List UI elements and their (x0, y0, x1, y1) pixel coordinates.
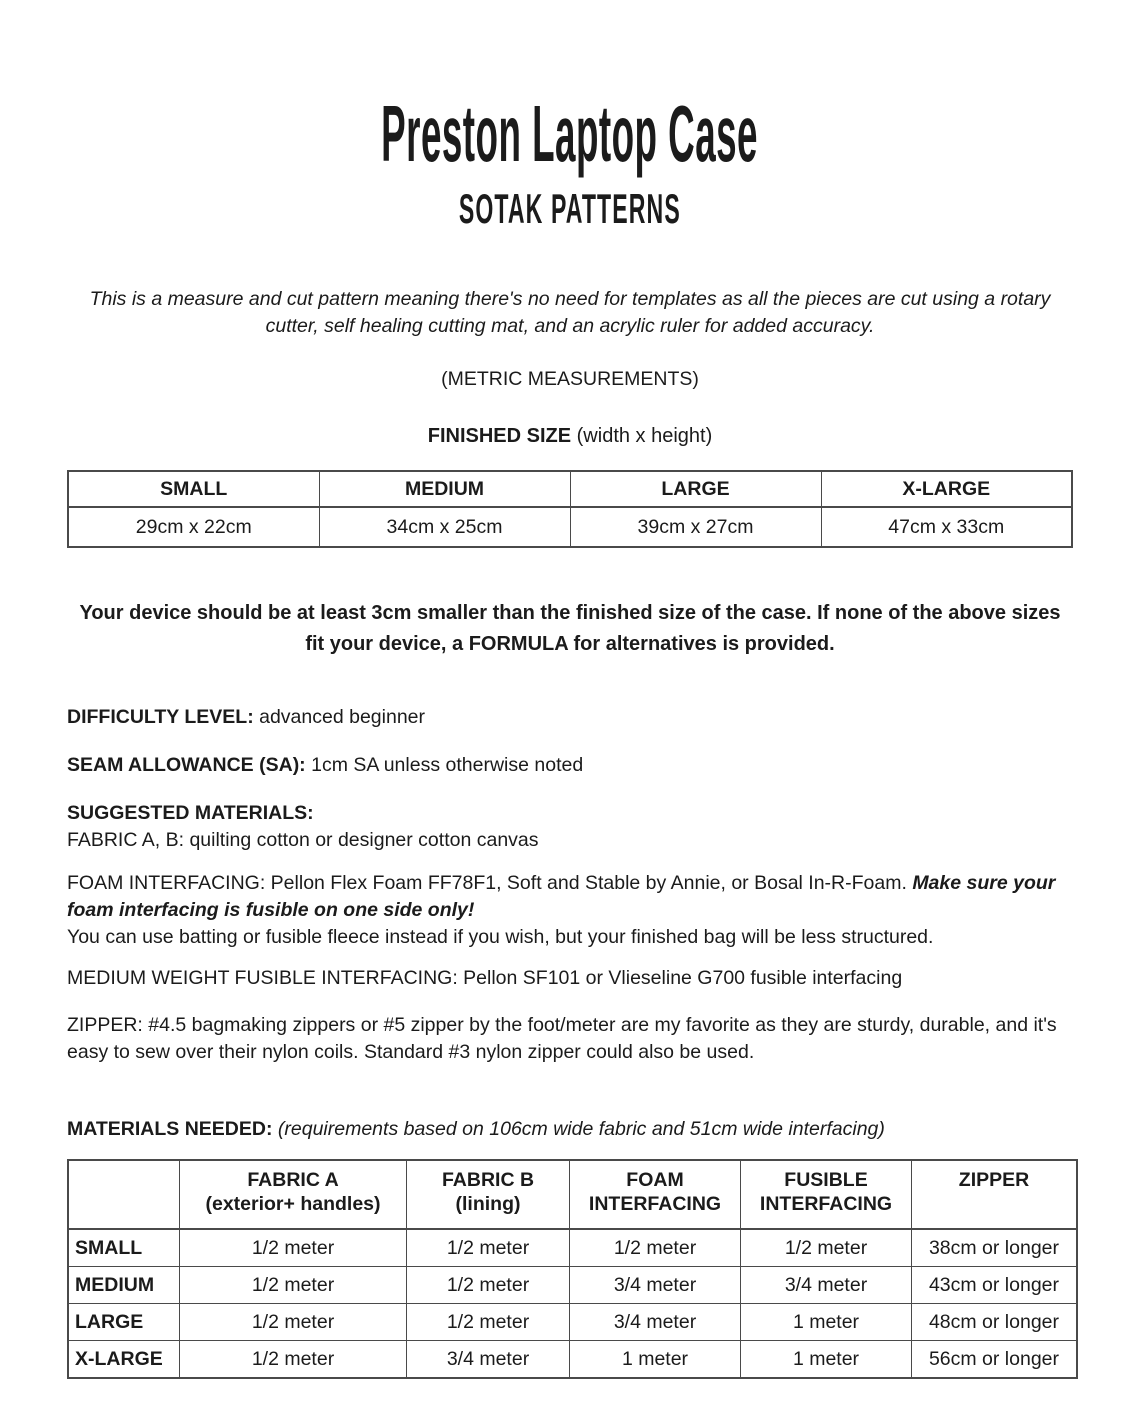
fusible-interfacing-line: MEDIUM WEIGHT FUSIBLE INTERFACING: Pellon SF101 or Vlieseline G700 fusible interfacing (67, 967, 903, 989)
materials-cell: 1/2 meter (180, 1229, 407, 1267)
metric-measurements-note: (METRIC MEASUREMENTS) (441, 368, 699, 390)
materials-header-empty (68, 1160, 180, 1229)
materials-cell: 38cm or longer (912, 1229, 1078, 1267)
materials-cell: 1/2 meter (741, 1229, 912, 1267)
materials-cell: 48cm or longer (912, 1304, 1078, 1341)
size-column-header: SMALL (68, 471, 319, 507)
materials-table-header-row (68, 1160, 1077, 1229)
size-dimension-cell: 29cm x 22cm (68, 507, 319, 547)
size-dimension-cell: 34cm x 25cm (319, 507, 570, 547)
materials-header-zipper: ZIPPER (912, 1160, 1078, 1229)
materials-cell: 1/2 meter (180, 1304, 407, 1341)
materials-header-fabric-b: FABRIC B (lining) (407, 1160, 570, 1229)
foam-interfacing-warning: Make sure your foam interfacing is fusible on one side only! (67, 872, 1056, 921)
difficulty-level-line (67, 704, 1073, 731)
size-column-header: MEDIUM (319, 471, 570, 507)
materials-needed-heading (67, 1116, 1073, 1143)
materials-cell: 1 meter (570, 1341, 741, 1379)
page-title-text: Preston Laptop Case (381, 89, 759, 178)
materials-row-label: X-LARGE (68, 1341, 180, 1379)
materials-row-label: MEDIUM (68, 1267, 180, 1304)
difficulty-level-label: DIFFICULTY LEVEL: (67, 706, 254, 728)
seam-allowance-label: SEAM ALLOWANCE (SA): (67, 754, 306, 776)
materials-header-fabric-a: FABRIC A (exterior+ handles) (180, 1160, 407, 1229)
seam-allowance-line (67, 752, 1073, 779)
page-title (67, 89, 1073, 178)
materials-row-xlarge (68, 1341, 1077, 1379)
brand-subtitle-text: SOTAK PATTERNS (458, 185, 682, 232)
materials-cell: 1/2 meter (407, 1304, 570, 1341)
foam-interfacing-paragraph (67, 870, 1073, 951)
seam-allowance-value: 1cm SA unless otherwise noted (305, 754, 584, 776)
size-table-value-row (68, 507, 1072, 547)
intro-paragraph: This is a measure and cut pattern meaning there's no need for templates as all the pieces are cut using a rotary cutter, self healing cutting mat, and an acrylic ruler for added accuracy. (89, 288, 1051, 337)
brand-subtitle (67, 186, 1073, 232)
materials-cell: 43cm or longer (912, 1267, 1078, 1304)
size-dimension-cell: 47cm x 33cm (821, 507, 1072, 547)
foam-batting-note: You can use batting or fusible fleece instead if you wish, but your finished bag will be less structured. (67, 926, 934, 948)
materials-row-label: SMALL (68, 1229, 180, 1267)
suggested-materials-heading: SUGGESTED MATERIALS: (67, 802, 314, 824)
difficulty-level-value: advanced beginner (253, 706, 426, 728)
finished-size-table (67, 470, 1073, 548)
finished-size-heading-rest: (width x height) (571, 425, 713, 447)
materials-cell: 56cm or longer (912, 1341, 1078, 1379)
finished-size-heading-bold: FINISHED SIZE (427, 425, 572, 447)
zipper-paragraph: ZIPPER: #4.5 bagmaking zippers or #5 zipper by the foot/meter are my favorite as they are sturdy, durable, and it's easy to sew over their nylon coils. Standard #3 nylon zipper could also be used. (67, 1014, 1057, 1063)
finished-size-heading (67, 423, 1073, 450)
size-dimension-cell: 39cm x 27cm (570, 507, 821, 547)
size-column-header: LARGE (570, 471, 821, 507)
materials-cell: 3/4 meter (570, 1267, 741, 1304)
size-table-header-row (68, 471, 1072, 507)
materials-cell: 1/2 meter (180, 1267, 407, 1304)
materials-header-fusible-interfacing: FUSIBLE INTERFACING (741, 1160, 912, 1229)
materials-row-medium (68, 1267, 1077, 1304)
materials-cell: 3/4 meter (741, 1267, 912, 1304)
materials-cell: 1/2 meter (180, 1341, 407, 1379)
materials-cell: 1 meter (741, 1341, 912, 1379)
materials-cell: 1/2 meter (407, 1267, 570, 1304)
materials-needed-note: (requirements based on 106cm wide fabric and 51cm wide interfacing) (272, 1118, 885, 1140)
device-size-note: Your device should be at least 3cm smaller than the finished size of the case. If none of the above sizes fit your device, a FORMULA for alternatives is provided. (79, 602, 1061, 655)
fabric-materials-line: FABRIC A, B: quilting cotton or designer cotton canvas (67, 829, 539, 851)
materials-row-large (68, 1304, 1077, 1341)
materials-row-label: LARGE (68, 1304, 180, 1341)
foam-interfacing-text: FOAM INTERFACING: Pellon Flex Foam FF78F1, Soft and Stable by Annie, or Bosal In-R-Foam. (67, 872, 913, 894)
materials-needed-label: MATERIALS NEEDED: (67, 1118, 273, 1140)
size-column-header: X-LARGE (821, 471, 1072, 507)
materials-cell: 1/2 meter (570, 1229, 741, 1267)
materials-row-small (68, 1229, 1077, 1267)
materials-header-foam-interfacing: FOAM INTERFACING (570, 1160, 741, 1229)
materials-needed-table (67, 1159, 1078, 1379)
materials-cell: 3/4 meter (407, 1341, 570, 1379)
materials-cell: 1 meter (741, 1304, 912, 1341)
materials-cell: 1/2 meter (407, 1229, 570, 1267)
materials-cell: 3/4 meter (570, 1304, 741, 1341)
